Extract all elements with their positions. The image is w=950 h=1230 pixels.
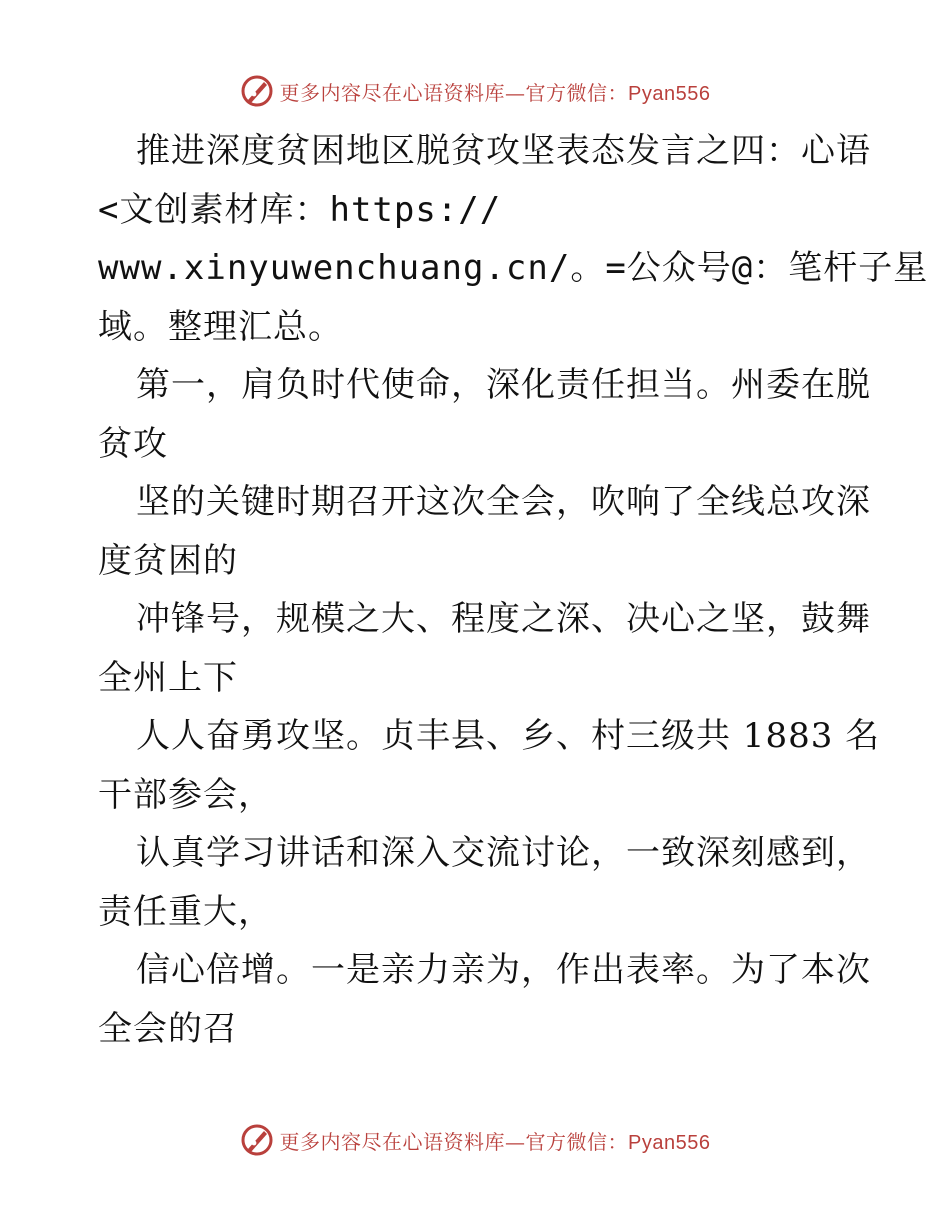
body-line: 全州上下 [98,657,238,698]
body-line: 贫攻 [98,423,168,464]
footer-promo-text: 更多内容尽在心语资料库—官方微信： [279,1129,629,1154]
body-line: 干部参会， [98,774,273,815]
body-line: 信心倍增。一是亲力亲为，作出表率。为了本次 [136,950,871,990]
body-line: 坚的关键时期召开这次全会，吹响了全线总攻深 [136,482,871,522]
pen-logo-icon [240,74,274,108]
body-line: www.xinyuwenchuang.cn/。=公众号@：笔杆子星 [98,248,929,288]
body-line: 冲锋号，规模之大、程度之深、决心之坚，鼓舞 [136,599,871,639]
body-line: 第一，肩负时代使命，深化责任担当。州委在脱 [136,365,871,405]
page-footer-banner [0,1120,950,1160]
header-banner-text [280,77,711,106]
body-line: 认真学习讲话和深入交流讨论，一致深刻感到， [136,833,871,873]
header-promo-text: 更多内容尽在心语资料库—官方微信： [279,80,629,105]
body-line: 责任重大， [98,891,273,932]
body-line: 度贫困的 [98,540,238,581]
body-line: <文创素材库：https:// [98,189,502,230]
footer-wechat-id: Pyan556 [628,1131,711,1154]
footer-banner-text [280,1126,711,1155]
body-line: 人人奋勇攻坚。贞丰县、乡、村三级共 1883 名 [136,716,881,756]
body-line: 域。整理汇总。 [98,306,343,347]
header-wechat-id: Pyan556 [628,82,711,105]
document-body [98,122,929,1058]
page-header-banner [0,71,950,111]
body-line: 推进深度贫困地区脱贫攻坚表态发言之四：心语 [136,131,871,171]
pen-logo-icon [240,1123,274,1157]
body-line: 全会的召 [98,1008,238,1049]
